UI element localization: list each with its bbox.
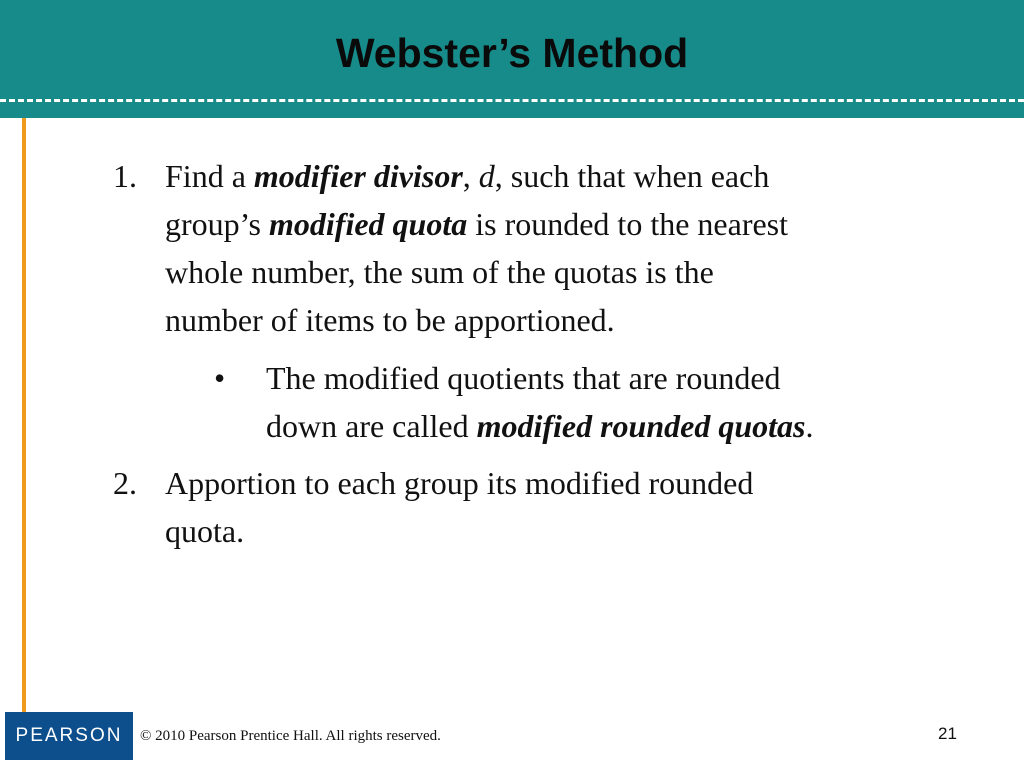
bullet-line-2 [266, 402, 813, 450]
variable-d: d [478, 158, 495, 194]
item-1-text: Find a [165, 158, 254, 194]
item-1-text: is rounded to the nearest [467, 206, 789, 242]
page-number: 21 [938, 724, 957, 743]
term-modified-quota: modified quota [269, 206, 468, 242]
item-1-number: 1. [113, 158, 137, 194]
item-1-text: , [462, 158, 479, 194]
item-2-number: 2. [113, 465, 137, 501]
item-1-text: group’s [165, 206, 269, 242]
item-1-text: , such that when each [494, 158, 770, 194]
item-1-line-3: whole number, the sum of the quotas is the [165, 254, 714, 290]
copyright-notice: © 2010 Pearson Prentice Hall. All rights reserved. [140, 728, 441, 744]
item-1-line-4: number of items to be apportioned. [165, 302, 615, 338]
item-2-line-2: quota. [165, 513, 245, 549]
bullet-icon: • [214, 360, 226, 396]
bullet-text: . [805, 408, 814, 444]
term-modified-rounded-quotas: modified rounded quotas [476, 408, 806, 444]
pearson-logo-text: PEARSON [15, 725, 123, 746]
pearson-logo [5, 712, 133, 760]
bullet-text: down are called [266, 408, 477, 444]
item-1-line-2 [165, 200, 788, 248]
item-1-line-1 [165, 152, 769, 200]
term-modifier-divisor: modifier divisor [253, 158, 463, 194]
bullet-line-1: The modified quotients that are rounded [266, 360, 781, 396]
slide-title: Webster’s Method [335, 30, 689, 76]
item-2-line-1: Apportion to each group its modified rounded [165, 465, 754, 501]
